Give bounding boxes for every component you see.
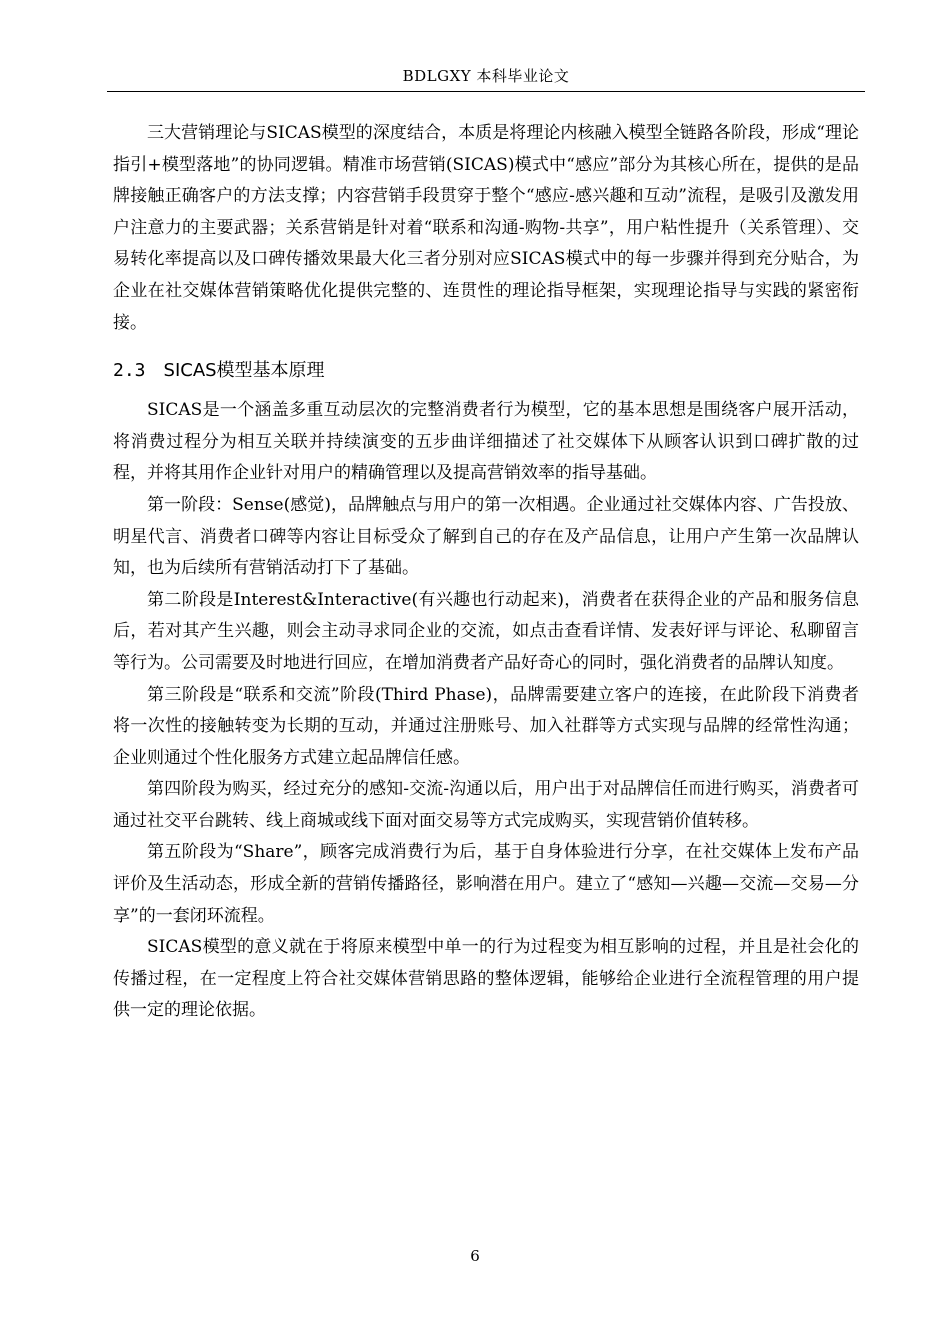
- section-title: SICAS模型基本原理: [163, 360, 325, 382]
- page-number: 6: [470, 1247, 480, 1265]
- section-heading: [113, 356, 859, 386]
- paragraph-stage-1: 第一阶段：Sense(感觉)，品牌触点与用户的第一次相遇。企业通过社交媒体内容、广告投放、明星代言、消费者口碑等内容让目标受众了解到自己的存在及产品信息，让用户产生第一次品牌认知，也为后续所有营销活动打下了基础。: [113, 494, 859, 579]
- paragraph-stage-5: 第五阶段为“Share”，顾客完成消费行为后，基于自身体验进行分享，在社交媒体上发布产品评价及生活动态，形成全新的营销传播路径，影响潜在用户。建立了“感知—兴趣—交流—交易—分享”的一套闭环流程。: [113, 842, 859, 926]
- header-rule: [107, 91, 865, 92]
- paragraph-stage-4: 第四阶段为购买，经过充分的感知-交流-沟通以后，用户出于对品牌信任而进行购买，消费者可通过社交平台跳转、线上商城或线下面对面交易等方式完成购买，实现营销价值转移。: [113, 779, 859, 831]
- intro-paragraph: 三大营销理论与SICAS模型的深度结合，本质是将理论内核融入模型全链路各阶段，形成“理论指引+模型落地”的协同逻辑。精准市场营销(SICAS)模式中“感应”部分为其核心所在，提供的是品牌接触正确客户的方法支撑；内容营销手段贯穿于整个“感应-感兴趣和互动”流程，是吸引及激发用户注意力的主要武器；关系营销是针对着“联系和沟通-购物-共享”，用户粘性提升（关系管理）、交易转化率提高以及口碑传播效果最大化三者分别对应SICAS模式中的每一步骤并得到充分贴合，为企业在社交媒体营销策略优化提供完整的、连贯性的理论指导框架，实现理论指导与实践的紧密衔接。: [113, 123, 859, 333]
- paragraph-significance: SICAS模型的意义就在于将原来模型中单一的行为过程变为相互影响的过程，并且是社会化的传播过程，在一定程度上符合社交媒体营销思路的整体逻辑，能够给企业进行全流程管理的用户提供一定的理论依据。: [113, 937, 859, 1021]
- section-number: 2.3: [113, 360, 146, 382]
- paragraph-stage-2: 第二阶段是Interest&Interactive(有兴趣也行动起来)，消费者在获得企业的产品和服务信息后，若对其产生兴趣，则会主动寻求同企业的交流，如点击查看详情、发表好评与评论、私聊留言等行为。公司需要及时地进行回应，在增加消费者产品好奇心的同时，强化消费者的品牌认知度。: [113, 589, 859, 673]
- running-header: BDLGXY 本科毕业论文: [402, 67, 570, 85]
- paragraph-stage-3: 第三阶段是“联系和交流”阶段(Third Phase)，品牌需要建立客户的连接，在此阶段下消费者将一次性的接触转变为长期的互动，并通过注册账号、加入社群等方式实现与品牌的经常性沟通；企业则通过个性化服务方式建立起品牌信任感。: [113, 684, 859, 768]
- body-text: [113, 118, 859, 1027]
- paragraph-overview: SICAS是一个涵盖多重互动层次的完整消费者行为模型，它的基本思想是围绕客户展开活动，将消费过程分为相互关联并持续演变的五步曲详细描述了社交媒体下从顾客认识到口碑扩散的过程，并将其用作企业针对用户的精确管理以及提高营销效率的指导基础。: [113, 400, 859, 484]
